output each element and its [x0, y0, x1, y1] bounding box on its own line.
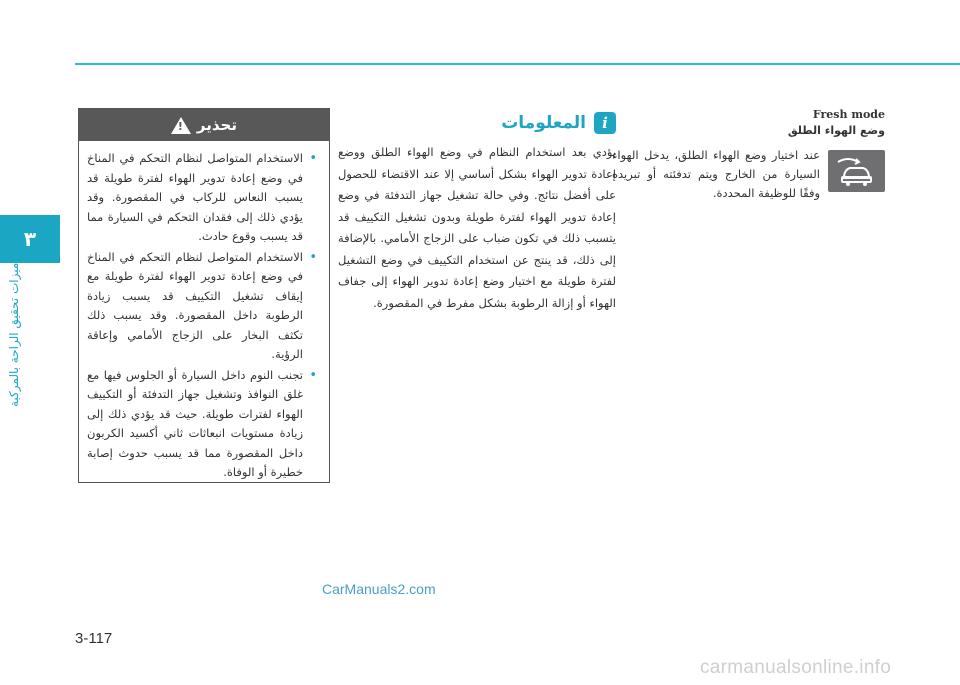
page-number: 3-117	[75, 630, 113, 647]
info-body: يؤدي بعد استخدام النظام في وضع الهواء الطلق ووضع إعادة تدوير الهواء بشكل أساسي إلا عند الاقتضاء للحصول على أفضل نتائج. وفي حالة تشغيل جهاز التدفئة في وضع إعادة تدوير الهواء لفترة طويلة وبدون تشغيل التكييف قد يتسبب ذلك في تكون ضباب على الزجاج الأمامي. بالإضافة إلى ذلك، قد ينتج عن استخدام التكييف في وضع التشغيل لفترة طويلة مع اختيار وضع إعادة تدوير الهواء إلى جفاف الهواء أو إزالة الرطوبة بشكل مفرط في المقصورة.	[338, 145, 616, 310]
warning-box	[78, 108, 330, 483]
warning-item: • تجنب النوم داخل السيارة أو الجلوس فيها مع غلق النوافذ وتشغيل جهاز التدفئة أو التكييف الهواء لفترات طويلة. حيث قد يؤدي ذلك إلى زيادة مستويات انبعاثات ثاني أكسيد الكربون داخل المقصورة مما قد يسبب حدوث إصابة خطيرة أو الوفاة.	[87, 366, 317, 483]
header-rule	[75, 63, 960, 65]
warning-item: • الاستخدام المتواصل لنظام التحكم في المناخ في وضع إعادة تدوير الهواء لفترة طويلة قد يسبب النعاس للركاب في المقصورة. وقد يؤدي ذلك إلى فقدان التحكم في السيارة مما قد يسبب وقوع حادث.	[87, 149, 317, 247]
chapter-label: ميزات تحقيق الراحة بالمركبة	[7, 262, 21, 407]
fresh-air-mode-icon	[828, 150, 885, 192]
info-title: المعلومات	[501, 113, 586, 133]
fresh-mode-description: عند اختيار وضع الهواء الطلق، يدخل الهواء السيارة من الخارج ويتم تدفئته أو تبريده وفقًا للوظيفة المحددة.	[612, 148, 820, 200]
fresh-mode-title-ar: وضع الهواء الطلق	[787, 124, 885, 137]
warning-list	[79, 141, 329, 483]
warning-header	[79, 109, 329, 141]
carmanuals-watermark[interactable]: CarManuals2.com	[322, 581, 436, 597]
warning-title: تحذير	[196, 116, 237, 134]
chapter-tab[interactable]	[0, 215, 60, 263]
warning-triangle-icon: !	[171, 117, 191, 134]
warning-item: • الاستخدام المتواصل لنظام التحكم في المناخ في وضع إعادة تدوير الهواء لفترة طويلة مع إيقاف تشغيل التكييف قد يسبب زيادة الرطوبة داخل المقصورة. وقد يسبب ذلك تكثف البخار على الزجاج الأمامي وإعاقة الرؤية.	[87, 248, 317, 365]
footer-watermark[interactable]: carmanualsonline.info	[700, 657, 892, 678]
info-heading	[490, 110, 616, 136]
chapter-number: ٣	[23, 227, 37, 251]
info-icon: i	[594, 112, 616, 134]
fresh-mode-title-en: Fresh mode	[812, 108, 885, 121]
